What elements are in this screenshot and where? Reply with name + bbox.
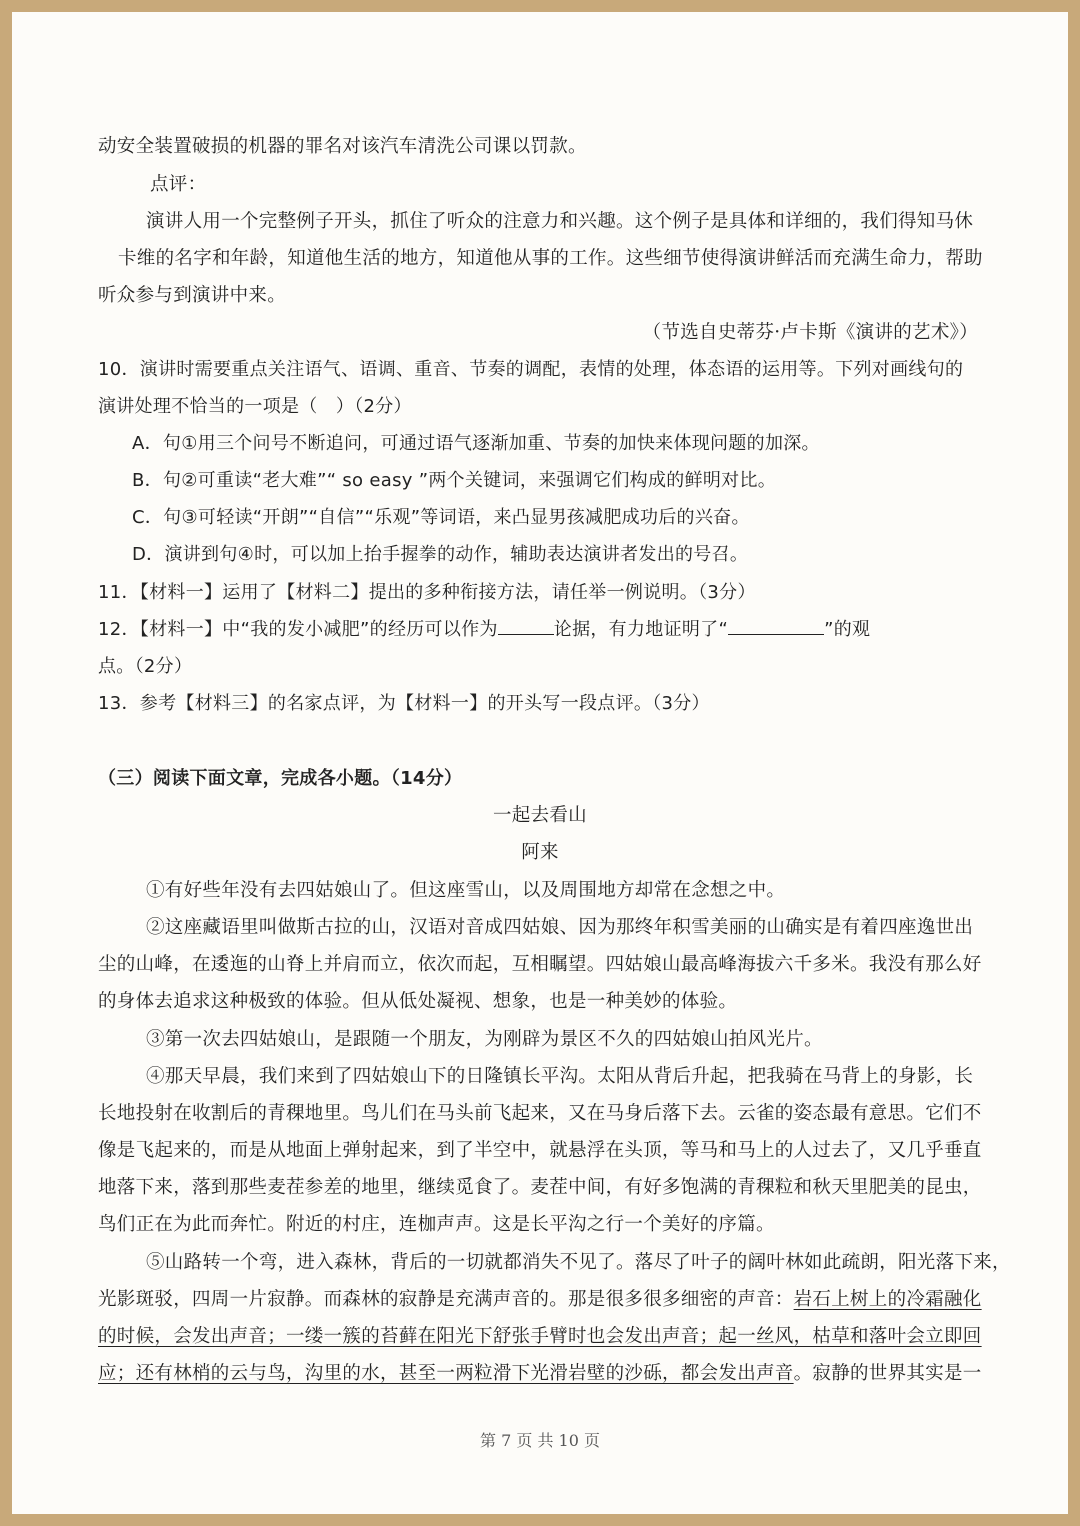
- question-10-cont: 演讲处理不恰当的一项是（ ）（2分）: [98, 396, 412, 417]
- question-12-text: ”的观: [824, 619, 871, 640]
- question-12-text: 12．【材料一】中“我的发小减肥”的经历可以作为: [98, 619, 498, 640]
- question-11: 11．【材料一】运用了【材料二】提出的多种衔接方法，请任举一例说明。（3分）: [98, 582, 756, 603]
- article-author: 阿来: [521, 842, 559, 863]
- paragraph-5: ⑤山路转一个弯，进入森林，背后的一切就都消失不见了。落尽了叶子的阔叶林如此疏朗，阳光落下来，: [146, 1252, 1011, 1273]
- question-12-text: 论据，有力地证明了“: [553, 619, 729, 640]
- question-13: 13．参考【材料三】的名家点评，为【材料一】的开头写一段点评。（3分）: [98, 693, 710, 714]
- text-line: 动安全装置破损的机器的罪名对该汽车清洗公司课以罚款。: [98, 136, 587, 157]
- question-10: 10．演讲时需要重点关注语气、语调、重音、节奏的调配，表情的处理，体态语的运用等。下列对画线句的: [98, 359, 964, 380]
- page-footer: 第 7 页 共 10 页: [480, 1431, 600, 1450]
- exam-page: [12, 12, 1068, 1514]
- option-d: D．演讲到句④时，可以加上抬手握拳的动作，辅助表达演讲者发出的号召。: [132, 544, 749, 565]
- paragraph-4-line: 地落下来，落到那些麦茬参差的地里，继续觅食了。麦茬中间，有好多饱满的青稞粒和秋天里肥美的昆虫，: [98, 1177, 982, 1198]
- paragraph-4-line: 鸟们正在为此而奔忙。附近的村庄，连枷声声。这是长平沟之行一个美好的序篇。: [98, 1214, 775, 1235]
- section-heading: （三）阅读下面文章，完成各小题。（14分）: [98, 768, 463, 789]
- comment-label: 点评：: [150, 174, 207, 195]
- paragraph-4-line: 像是飞起来的，而是从地面上弹射起来，到了半空中，就悬浮在头顶，等马和马上的人过去了，又几乎垂直: [98, 1140, 982, 1161]
- answer-blank: [728, 616, 824, 635]
- text-line: 听众参与到演讲中来。: [98, 285, 287, 306]
- paragraph-2: ②这座藏语里叫做斯古拉的山，汉语对音成四姑娘、因为那终年积雪美丽的山确实是有着四座逸世出: [146, 917, 974, 938]
- underlined-sentence: 应；还有林梢的云与鸟，沟里的水，甚至一两粒滑下光滑岩壁的沙砾，都会发出声音: [98, 1363, 794, 1384]
- paragraph-3: ③第一次去四姑娘山，是跟随一个朋友，为刚辟为景区不久的四姑娘山拍风光片。: [146, 1029, 823, 1050]
- plain-text: 光影斑驳，四周一片寂静。而森林的寂静是充满声音的。那是很多很多细密的声音：: [98, 1289, 794, 1310]
- underlined-sentence: 岩石上树上的冷霜融化: [793, 1289, 982, 1310]
- paragraph-5-line: [98, 1359, 982, 1385]
- paragraph-2-line: 尘的山峰，在逶迤的山脊上并肩而立，依次而起，互相瞩望。四姑娘山最高峰海拔六千多米。我没有那么好: [98, 954, 982, 975]
- underlined-sentence: 的时候，会发出声音；一缕一簇的苔藓在阳光下舒张手臂时也会发出声音；起一丝风，枯草和落叶会立即回: [98, 1326, 982, 1347]
- plain-text: 。寂静的世界其实是一: [793, 1363, 982, 1384]
- question-12: [98, 615, 870, 641]
- paragraph-5-line: [98, 1285, 982, 1311]
- option-a: A．句①用三个问号不断追问，可通过语气逐渐加重、节奏的加快来体现问题的加深。: [132, 433, 820, 454]
- paragraph-1: ①有好些年没有去四姑娘山了。但这座雪山，以及周围地方却常在念想之中。: [146, 880, 786, 901]
- paragraph-4: ④那天早晨，我们来到了四姑娘山下的日隆镇长平沟。太阳从背后升起，把我骑在马背上的身影，长: [146, 1066, 974, 1087]
- text-line: 演讲人用一个完整例子开头，抓住了听众的注意力和兴趣。这个例子是具体和详细的，我们得知马休: [146, 211, 974, 232]
- paragraph-2-line: 的身体去追求这种极致的体验。但从低处凝视、想象，也是一种美妙的体验。: [98, 991, 738, 1012]
- option-b: B．句②可重读“老大难”“ so easy ”两个关键词，来强调它们构成的鲜明对比。: [132, 470, 777, 491]
- source-citation: （节选自史蒂芬·卢卡斯《演讲的艺术》）: [642, 322, 978, 343]
- article-title: 一起去看山: [492, 805, 587, 826]
- answer-blank: [498, 616, 554, 635]
- paragraph-4-line: 长地投射在收割后的青稞地里。鸟儿们在马头前飞起来，又在马身后落下去。云雀的姿态最有意思。它们不: [98, 1103, 982, 1124]
- text-line: 卡维的名字和年龄，知道他生活的地方，知道他从事的工作。这些细节使得演讲鲜活而充满生命力，帮助: [118, 248, 983, 269]
- question-12-cont: 点。（2分）: [98, 656, 193, 677]
- option-c: C．句③可轻读“开朗”“自信”“乐观”等词语，来凸显男孩减肥成功后的兴奋。: [132, 507, 750, 528]
